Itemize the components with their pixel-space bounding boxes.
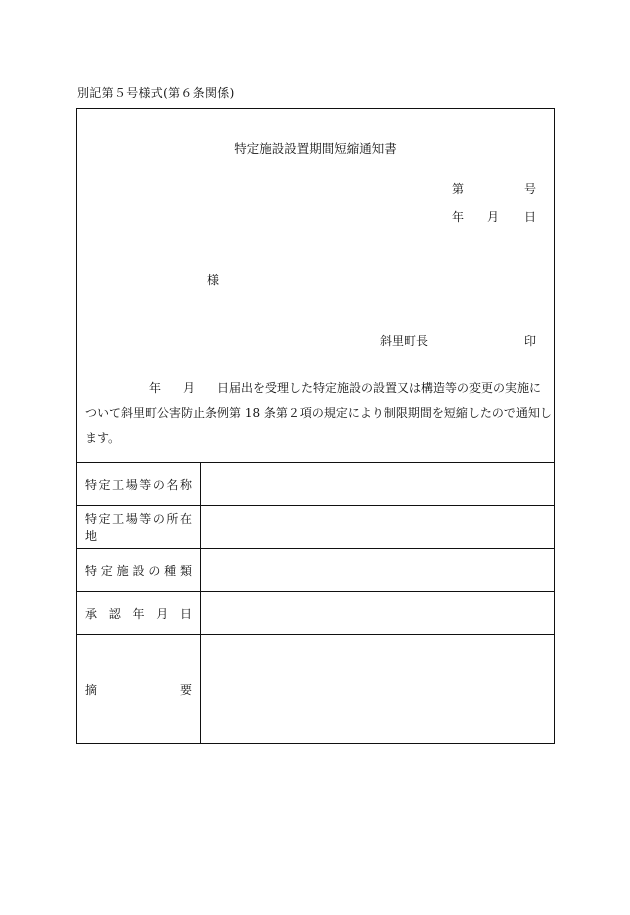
details-table [77,462,554,743]
notice-body-line-2: ついて斜里町公害防止条例第 18 条第２項の規定により制限期間を短縮したので通知し [85,406,552,420]
body-month: 月 [183,381,196,395]
row-label: 特定施設の種類 [77,549,201,591]
table-row-remarks [77,635,554,743]
seal-mark: 印 [524,334,537,348]
table-row-factory-location [77,506,554,549]
date-year: 年 [452,210,465,224]
body-line1-rest: 日届出を受理した特定施設の設置又は構造等の変更の実施に [217,381,542,395]
issuer-name: 斜里町長 [380,334,429,348]
table-row-facility-type [77,549,554,592]
factory-name-field[interactable] [201,463,554,505]
row-label: 承認年月日 [77,592,201,634]
number-suffix: 号 [524,182,537,196]
row-label: 特定工場等の所在地 [77,506,201,548]
number-prefix: 第 [452,182,465,196]
form-frame [76,108,555,744]
body-year: 年 [149,381,162,395]
date-month: 月 [487,210,500,224]
form-caption: 別記第５号様式(第６条関係) [77,86,235,100]
facility-type-field[interactable] [201,549,554,591]
addressee-suffix: 様 [207,273,220,287]
document-title: 特定施設設置期間短縮通知書 [234,141,397,156]
row-label: 特定工場等の名称 [77,463,201,505]
remarks-field[interactable] [201,635,554,743]
row-label: 摘要 [77,635,201,743]
factory-location-field[interactable] [201,506,554,548]
notice-body-line-3: ます。 [85,431,121,445]
table-row-approval-date [77,592,554,635]
notice-body [85,376,552,451]
table-row-factory-name [77,463,554,506]
date-day: 日 [524,210,537,224]
notice-body-line-1 [85,376,547,401]
approval-date-field[interactable] [201,592,554,634]
